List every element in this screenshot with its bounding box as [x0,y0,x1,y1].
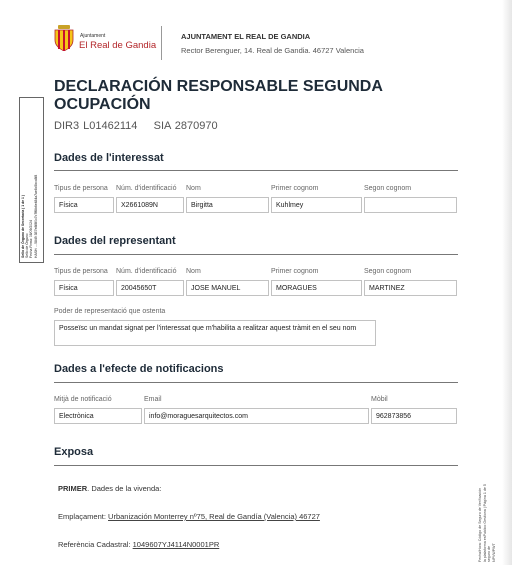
label-nom: Nom [186,268,201,275]
field-primer-cognom[interactable]: Kuhlmey [271,197,362,213]
logo-prefix: El [79,40,91,51]
referencia-label: Referència Cadastral: [58,540,131,549]
field-segon-cognom[interactable] [364,197,457,213]
field-mobil[interactable]: 962873856 [371,408,457,424]
field-email[interactable]: info@moraguesarquitectos.com [144,408,369,424]
municipality-logo [52,22,157,56]
primer-label: PRIMER [58,484,88,493]
emplacament-label: Emplaçament: [58,512,106,521]
field-nom[interactable]: JOSE MANUEL [186,280,269,296]
document-title: DECLARACIÓN RESPONSABLE SEGUNDA OCUPACIÓN [54,78,383,113]
emplacament-value: Urbanización Monterrey nº75, Real de Gandía (Valencia) 46727 [108,512,320,521]
stamp-line-1: Sello de Órgano de Secretaría ( 1 de 1 ) [21,195,25,258]
verification-stamp [478,450,496,562]
verification-line-3: seguro de [487,546,491,562]
organization-name: AJUNTAMENT EL REAL DE GANDIA [181,32,311,41]
label-email: Email [144,396,162,403]
logo-main-text [79,40,156,51]
label-nom: Nom [186,185,201,192]
exposa-primer [58,484,161,493]
logo-small-text: Ajuntament [80,33,106,39]
verification-line-1: Fecha/Hora: Código de Seguro de Verificación [478,487,482,562]
primer-text: . Dades de la vivenda: [87,484,162,493]
section-title-exposa: Exposa [54,446,94,458]
verification-line-4: NPVWPWT [491,543,496,562]
referencia-value: 1049607YJ4114N0001PR [132,540,220,549]
field-num-identificacio[interactable]: 20045650T [116,280,184,296]
page-edge [502,0,512,565]
label-segon-cognom: Segon cognom [364,185,412,192]
section-rule [54,170,458,171]
field-poder-representacio[interactable]: Posseïsc un mandat signat per l'interessat que m'habilita a realitzar aquest tràmit en el seu nom [54,320,376,346]
label-tipus-persona: Tipus de persona [54,185,108,192]
field-mitja-notificacio[interactable]: Electrònica [54,408,142,424]
section-title-notificacions: Dades a l'efecte de notificacions [54,363,224,375]
label-tipus-persona: Tipus de persona [54,268,108,275]
header-divider [161,26,162,60]
field-tipus-persona[interactable]: Física [54,280,114,296]
stamp-line-3: Fecha Firma: 08/09/2024 [29,220,34,258]
label-primer-cognom: Primer cognom [271,268,319,275]
label-num-identificacio: Núm. d'identificació [116,268,177,275]
label-mobil: Mòbil [371,396,388,403]
exposa-emplacament [58,512,320,521]
field-nom[interactable]: Birgitta [186,197,269,213]
coat-of-arms-icon [54,25,74,51]
field-num-identificacio[interactable]: X2661089N [116,197,184,213]
label-mitja-notificacio: Mitjà de notificació [54,396,112,403]
logo-name: Real de Gandia [90,40,157,51]
dir3-code: DIR3 L01462114 [54,120,138,132]
field-tipus-persona[interactable]: Física [54,197,114,213]
stamp-line-2: Sello de Órgano [25,233,30,258]
label-primer-cognom: Primer cognom [271,185,319,192]
label-num-identificacio: Núm. d'identificació [116,185,177,192]
sia-code: SIA 2870970 [153,120,218,132]
organization-address: Rector Berenguer, 14. Real de Gandia. 46727 Valencia [181,46,364,55]
section-title-interessat: Dades de l'interessat [54,152,164,164]
exposa-referencia [58,540,219,549]
stamp-line-4: HASH: ...5849 3E7e8f8f0c7c7ff8b6e484a7ae8c5bcc8f8 [33,174,38,258]
document-codes [54,120,218,132]
signature-stamp [19,97,44,263]
section-rule [54,254,458,255]
field-segon-cognom[interactable]: MARTINEZ [364,280,457,296]
section-rule [54,382,458,383]
section-rule [54,465,458,466]
verification-line-2: la plataforma esPublico Gestiona | Página 1 de 5 [482,484,487,562]
label-poder-representacio: Poder de representació que ostenta [54,308,166,315]
field-primer-cognom[interactable]: MORAGUES [271,280,362,296]
label-segon-cognom: Segon cognom [364,268,412,275]
section-title-representant: Dades del representant [54,235,176,247]
signature-stamp-text [21,98,38,258]
